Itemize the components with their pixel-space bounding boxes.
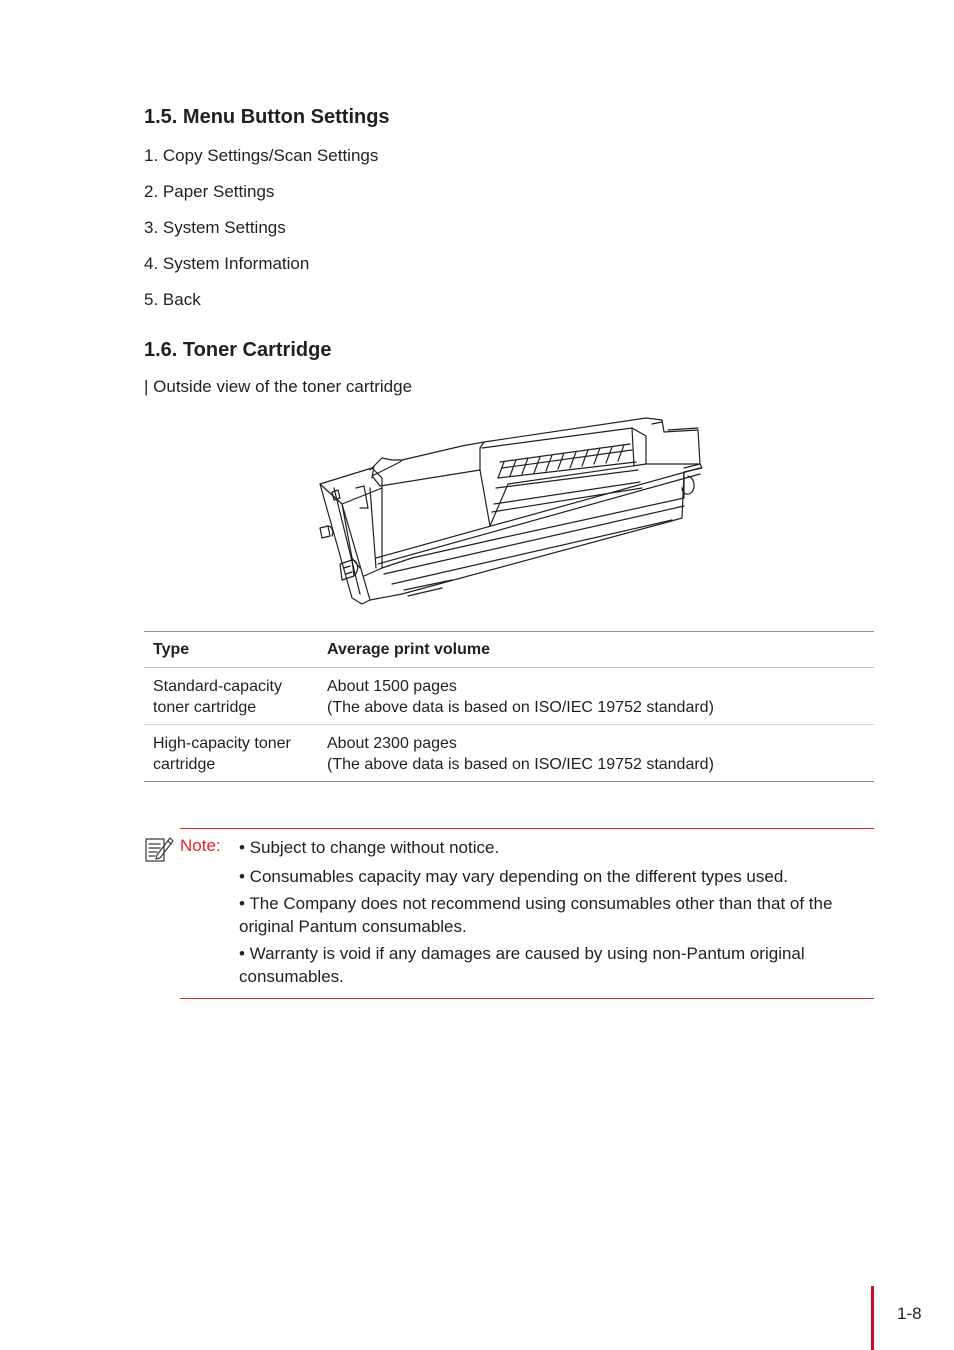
cell-text: Standard-capacity [153, 678, 282, 695]
figure-caption: | Outside view of the toner cartridge [144, 377, 413, 396]
cell-text: (The above data is based on ISO/IEC 19752 standard) [327, 756, 714, 773]
cell-text: About 2300 pages [327, 735, 457, 752]
note-bottom-rule [180, 998, 874, 999]
section-title-toner-cartridge: 1.6. Toner Cartridge [144, 339, 332, 361]
cell-text: cartridge [153, 756, 216, 773]
print-volume-cell [318, 725, 874, 782]
note-pencil-icon [144, 835, 174, 863]
list-item: 1. Copy Settings/Scan Settings [144, 146, 379, 165]
cartridge-type-cell [144, 668, 318, 725]
note-top-rule [180, 828, 874, 829]
section-title-menu-button-settings: 1.5. Menu Button Settings [144, 106, 390, 128]
note-item: • The Company does not recommend using consumables other than that of the original Pantum consumables. [239, 894, 833, 936]
cell-text: About 1500 pages [327, 678, 457, 695]
note-item: • Warranty is void if any damages are caused by using non-Pantum original consumables. [239, 944, 805, 986]
list-item: 2. Paper Settings [144, 182, 275, 201]
page-number: 1-8 [897, 1304, 922, 1323]
toner-capacity-table [144, 631, 874, 782]
cell-text: High-capacity toner [153, 735, 291, 752]
column-header-type: Type [153, 640, 190, 658]
cell-text: (The above data is based on ISO/IEC 19752 standard) [327, 699, 714, 716]
column-header-average-print-volume: Average print volume [327, 640, 491, 658]
note-label: Note: [180, 836, 221, 855]
note-item: • Subject to change without notice. [239, 838, 500, 857]
print-volume-cell [318, 668, 874, 725]
page-edge-marker [871, 1286, 874, 1350]
cartridge-type-cell [144, 725, 318, 782]
table-row [144, 725, 874, 782]
toner-cartridge-illustration [312, 408, 710, 608]
cell-text: toner cartridge [153, 699, 257, 716]
note-item: • Consumables capacity may vary depending on the different types used. [239, 867, 789, 886]
note-list [239, 836, 869, 992]
menu-settings-list [144, 144, 378, 324]
list-item: 3. System Settings [144, 218, 286, 237]
list-item: 5. Back [144, 290, 201, 309]
table-row [144, 668, 874, 725]
table-header-row [144, 632, 874, 668]
list-item: 4. System Information [144, 254, 310, 273]
